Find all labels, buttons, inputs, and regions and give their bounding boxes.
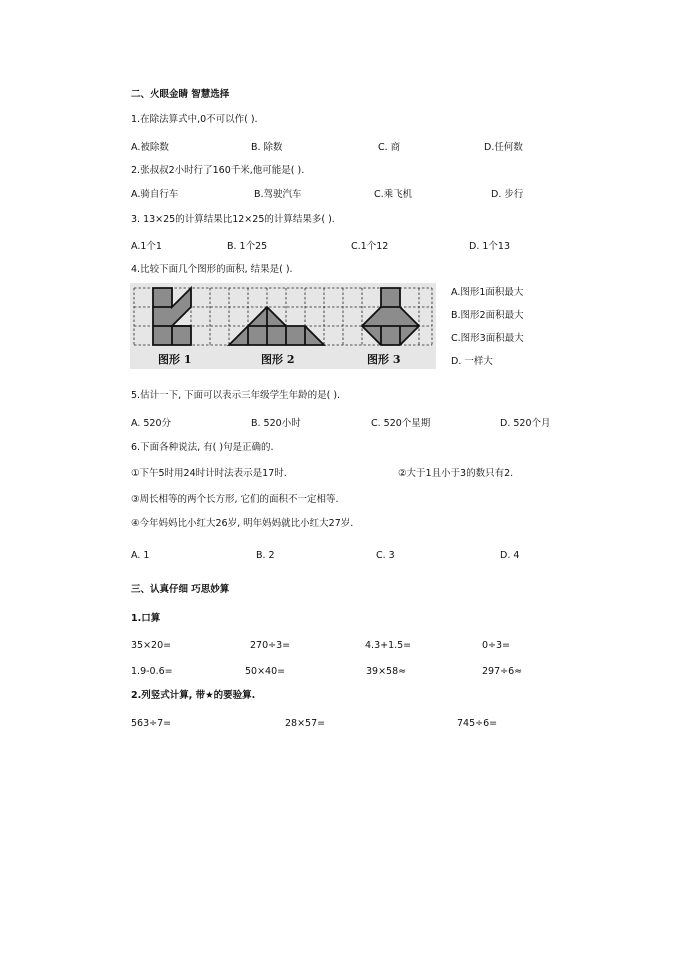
figure-1-caption: 图形 1: [158, 353, 192, 366]
q6-statement-4: ④今年妈妈比小红大26岁, 明年妈妈就比小红大27岁.: [131, 518, 354, 529]
oral-item: 270÷3=: [250, 640, 291, 651]
vertical-calc-heading: 2.列竖式计算, 带★的要验算.: [131, 690, 256, 701]
q6-stem: 6.下面各种说法, 有( )句是正确的.: [131, 442, 274, 453]
q2-stem: 2.张叔叔2小时行了160千米,他可能是( ).: [131, 165, 305, 176]
q2-option-a: A.骑自行车: [131, 189, 179, 200]
q5-option-a: A. 520分: [131, 418, 172, 429]
area-comparison-figure: [130, 283, 436, 369]
q5-option-c: C. 520个星期: [371, 418, 431, 429]
section3-title: 三、认真仔细 巧思妙算: [131, 584, 230, 595]
q3-option-c: C.1个12: [351, 241, 389, 252]
q3-option-d: D. 1个13: [469, 241, 510, 252]
vertical-calc-item: 28×57=: [285, 718, 326, 729]
q3-option-b: B. 1个25: [227, 241, 268, 252]
q4-option-d: D. 一样大: [451, 356, 493, 367]
q5-stem: 5.估计一下, 下面可以表示三年级学生年龄的是( ).: [131, 390, 341, 401]
q6-option-c: C. 3: [376, 550, 395, 561]
q1-option-a: A.被除数: [131, 142, 169, 153]
q6-option-a: A. 1: [131, 550, 150, 561]
vertical-calc-item: 745÷6=: [457, 718, 498, 729]
q1-option-b: B. 除数: [251, 142, 283, 153]
q1-stem: 1.在除法算式中,0不可以作( ).: [131, 114, 258, 125]
q6-statement-2: ②大于1且小于3的数只有2.: [398, 468, 514, 479]
oral-item: 1.9-0.6=: [131, 666, 173, 677]
q6-statement-3: ③周长相等的两个长方形, 它们的面积不一定相等.: [131, 494, 339, 505]
q6-option-d: D. 4: [500, 550, 520, 561]
figure-2-caption: 图形 2: [261, 353, 295, 366]
section2-title: 二、火眼金睛 智慧选择: [131, 89, 230, 100]
q4-stem: 4.比较下面几个图形的面积, 结果是( ).: [131, 264, 293, 275]
oral-item: 35×20=: [131, 640, 172, 651]
q3-option-a: A.1个1: [131, 241, 162, 252]
q4-option-c: C.图形3面积最大: [451, 333, 524, 344]
q4-option-b: B.图形2面积最大: [451, 310, 524, 321]
oral-item: 39×58≈: [366, 666, 407, 677]
q4-option-a: A.图形1面积最大: [451, 287, 524, 298]
q2-option-b: B.驾驶汽车: [254, 189, 302, 200]
oral-item: 50×40=: [245, 666, 286, 677]
oral-item: 297÷6≈: [482, 666, 523, 677]
oral-calc-heading: 1.口算: [131, 613, 161, 624]
oral-item: 0÷3=: [482, 640, 511, 651]
oral-item: 4.3+1.5=: [365, 640, 412, 651]
vertical-calc-item: 563÷7=: [131, 718, 172, 729]
figure-3-caption: 图形 3: [367, 353, 401, 366]
q6-option-b: B. 2: [256, 550, 275, 561]
q3-stem: 3. 13×25的计算结果比12×25的计算结果多( ).: [131, 214, 335, 225]
q2-option-d: D. 步行: [491, 189, 524, 200]
q2-option-c: C.乘飞机: [374, 189, 413, 200]
q1-option-c: C. 商: [378, 142, 401, 153]
q5-option-d: D. 520个月: [500, 418, 551, 429]
q1-option-d: D.任何数: [484, 142, 523, 153]
q5-option-b: B. 520小时: [251, 418, 301, 429]
figure-3-shape: [362, 288, 419, 345]
q6-statement-1: ①下午5时用24时计时法表示是17时.: [131, 468, 287, 479]
figure-1-shape: [153, 288, 191, 345]
